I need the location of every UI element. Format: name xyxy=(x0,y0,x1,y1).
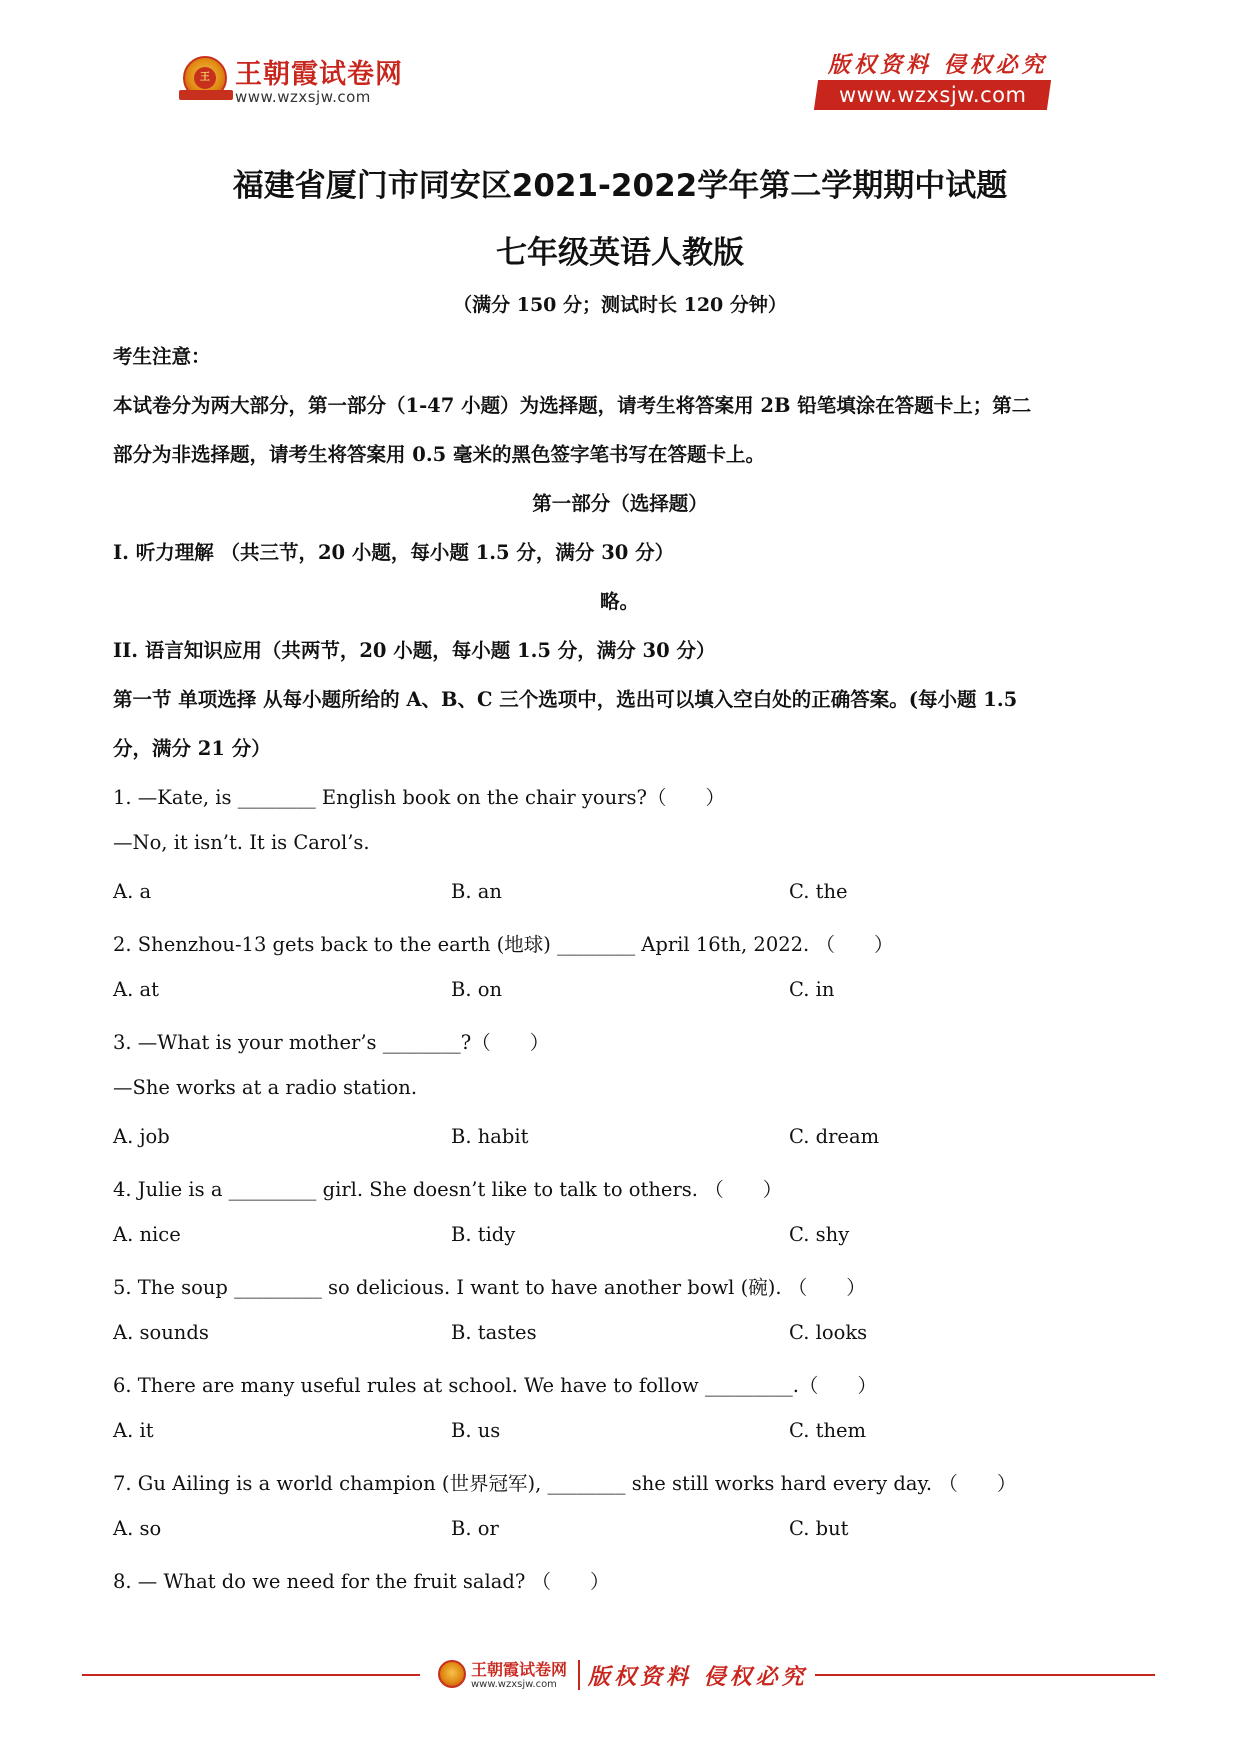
footer-divider xyxy=(578,1660,580,1690)
question-3-reply: —She works at a radio station. xyxy=(113,1076,418,1099)
q3-option-a: A. job xyxy=(113,1125,170,1148)
question-3: 3. —What is your mother’s ________?（ ） xyxy=(113,1031,550,1054)
logo-url: www.wzxsjw.com xyxy=(235,88,371,106)
q3-option-c: C. dream xyxy=(789,1125,880,1148)
page-title: 福建省厦门市同安区2021-2022学年第二学期期中试题 xyxy=(232,168,1008,204)
footer-logo xyxy=(438,1656,578,1696)
question-5: 5. The soup _________ so delicious. I want to have another bowl (碗). （ ） xyxy=(113,1276,866,1299)
score-info: （满分 150 分；测试时长 120 分钟） xyxy=(453,294,787,316)
footer-logo-name: 王朝霞试卷网 xyxy=(471,1660,568,1679)
footer-rule-left xyxy=(82,1674,420,1676)
notice-line-2: 部分为非选择题，请考生将答案用 0.5 毫米的黑色签字笔书写在答题卡上。 xyxy=(113,443,766,466)
question-1: 1. —Kate, is ________ English book on the chair yours?（ ） xyxy=(113,786,725,809)
question-6: 6. There are many useful rules at school. We have to follow _________.（ ） xyxy=(113,1374,877,1397)
q2-option-c: C. in xyxy=(789,978,835,1001)
question-1-reply: —No, it isn’t. It is Carol’s. xyxy=(113,831,370,854)
q1-option-c: C. the xyxy=(789,880,848,903)
section1-heading: I. 听力理解 （共三节，20 小题，每小题 1.5 分，满分 30 分） xyxy=(113,541,675,564)
page-subtitle: 七年级英语人教版 xyxy=(496,235,744,271)
question-2: 2. Shenzhou-13 gets back to the earth (地球) ________ April 16th, 2022. （ ） xyxy=(113,933,894,956)
question-7: 7. Gu Ailing is a world champion (世界冠军), ________ she still works hard every day. （ ） xyxy=(113,1472,1017,1495)
header-copyright: 版权资料 侵权必究 xyxy=(828,52,1048,78)
seal-ribbon xyxy=(179,90,233,100)
q1-option-a: A. a xyxy=(113,880,152,903)
logo-name: 王朝霞试卷网 xyxy=(235,59,403,90)
q5-option-c: C. looks xyxy=(789,1321,868,1344)
q7-option-c: C. but xyxy=(789,1517,849,1540)
section2-intro-2: 分，满分 21 分） xyxy=(113,737,271,760)
header-url-banner xyxy=(814,80,1051,110)
q6-option-c: C. them xyxy=(789,1419,867,1442)
footer-copyright: 版权资料 侵权必究 xyxy=(588,1664,808,1690)
footer-rule-right xyxy=(815,1674,1155,1676)
section2-heading: II. 语言知识应用（共两节，20 小题，每小题 1.5 分，满分 30 分） xyxy=(113,639,716,662)
q4-option-a: A. nice xyxy=(113,1223,181,1246)
part1-heading: 第一部分（选择题） xyxy=(532,492,708,515)
q5-option-a: A. sounds xyxy=(113,1321,209,1344)
q6-option-a: A. it xyxy=(113,1419,154,1442)
question-8: 8. — What do we need for the fruit salad? （ ） xyxy=(113,1570,610,1593)
q1-option-b: B. an xyxy=(451,880,502,903)
q5-option-b: B. tastes xyxy=(451,1321,537,1344)
banner-url: www.wzxsjw.com xyxy=(838,83,1027,107)
q7-option-b: B. or xyxy=(451,1517,499,1540)
q4-option-c: C. shy xyxy=(789,1223,850,1246)
notice-line-1: 本试卷分为两大部分，第一部分（1-47 小题）为选择题，请考生将答案用 2B 铅笔填涂在答题卡上；第二 xyxy=(113,394,1032,417)
notice-label: 考生注意： xyxy=(113,345,211,368)
q7-option-a: A. so xyxy=(113,1517,162,1540)
footer-logo-url: www.wzxsjw.com xyxy=(471,1679,557,1690)
header-logo xyxy=(183,52,413,116)
q2-option-b: B. on xyxy=(451,978,503,1001)
footer-seal-icon xyxy=(438,1660,466,1688)
q2-option-a: A. at xyxy=(113,978,159,1001)
question-4: 4. Julie is a _________ girl. She doesn’t like to talk to others. （ ） xyxy=(113,1178,783,1201)
q6-option-b: B. us xyxy=(451,1419,501,1442)
section2-intro-1: 第一节 单项选择 从每小题所给的 A、B、C 三个选项中，选出可以填入空白处的正确答案。(每小题 1.5 xyxy=(113,688,1018,711)
q4-option-b: B. tidy xyxy=(451,1223,516,1246)
q3-option-b: B. habit xyxy=(451,1125,529,1148)
section1-omitted: 略。 xyxy=(600,590,640,613)
seal-text: 王 xyxy=(194,67,216,89)
